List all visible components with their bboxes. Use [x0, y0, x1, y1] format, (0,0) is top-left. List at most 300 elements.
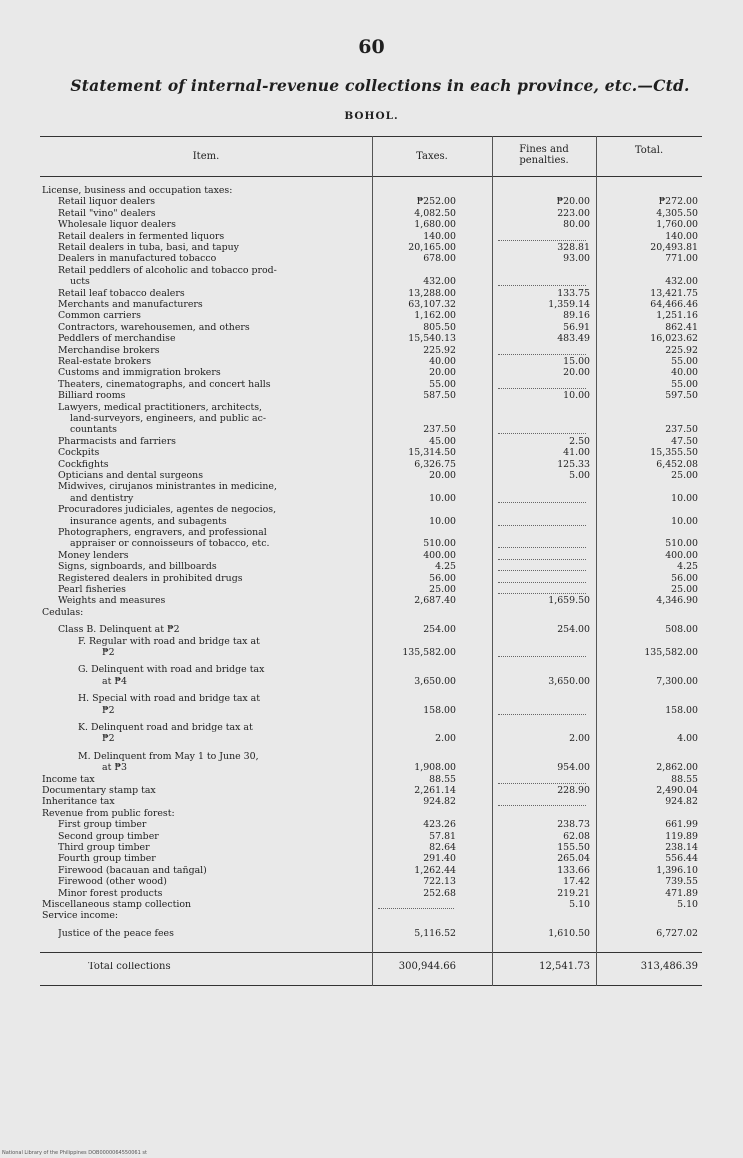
row-item-cell [58, 866, 366, 876]
row-fines-value: 228.90 [557, 785, 590, 796]
leader-dots [70, 277, 362, 287]
row-item-cell [58, 482, 366, 492]
row-fines-value: 20.00 [563, 367, 590, 379]
row-item-cell [42, 608, 366, 618]
row-label: ₱2 [102, 705, 115, 716]
row-item-cell [78, 665, 366, 675]
row-total-value: 7,300.00 [656, 675, 698, 687]
row-item-cell [42, 809, 366, 819]
row-total-value: 237.50 [665, 424, 698, 436]
row-label: Retail "vino" dealers [58, 208, 156, 219]
row-taxes-value: 13,288.00 [408, 287, 456, 299]
row-taxes-value: 924.82 [423, 796, 456, 808]
row-total-value: 55.00 [671, 378, 698, 390]
row-label: Customs and immigration brokers [58, 368, 221, 379]
row-label: insurance agents, and subagents [70, 516, 227, 527]
row-item-cell [58, 368, 366, 378]
row-item-cell [58, 311, 366, 321]
row-fines-value: 10.00 [563, 390, 590, 402]
row-label: Weights and measures [58, 596, 166, 607]
row-item-cell [58, 266, 366, 276]
empty-fines-dots [498, 494, 586, 503]
row-taxes-value: 225.92 [423, 344, 456, 356]
row-total-value: 158.00 [665, 704, 698, 716]
row-total-value: 119.89 [665, 830, 698, 842]
row-item-cell [42, 786, 366, 796]
row-total-value: 661.99 [665, 819, 698, 831]
row-taxes-value: 82.64 [429, 842, 456, 853]
row-label: Documentary stamp tax [42, 786, 156, 796]
row-taxes-value: 722.13 [423, 876, 456, 888]
row-total-value: 400.00 [665, 549, 698, 561]
row-item-cell [58, 596, 366, 606]
row-label: at ₱4 [102, 676, 127, 687]
row-item-cell [70, 425, 366, 435]
leader-dots [102, 648, 362, 658]
row-label: Wholesale liquor dealers [58, 220, 176, 231]
row-label: Inheritance tax [42, 797, 115, 808]
row-total-value: 471.89 [665, 887, 698, 899]
province-subtitle: BOHOL. [344, 110, 399, 122]
row-total-value: 597.50 [665, 390, 698, 402]
row-item-cell [78, 752, 366, 762]
row-taxes-value: 140.00 [423, 230, 456, 242]
row-item-cell [58, 585, 366, 595]
row-fines-value: 80.00 [563, 219, 590, 231]
row-item-cell [58, 505, 366, 515]
row-total-value: 510.00 [665, 538, 698, 550]
row-taxes-value: 15,540.13 [408, 333, 456, 345]
row-label: G. Delinquent with road and bridge tax [78, 665, 265, 676]
row-taxes-value: 2,687.40 [414, 595, 456, 607]
row-item-cell [58, 929, 366, 939]
row-taxes-value: 10.00 [429, 492, 456, 504]
row-label: Common carriers [58, 311, 141, 322]
empty-fines-dots [498, 585, 586, 594]
library-footer: National Library of the Philippines DOB0000064550061 st [2, 1150, 147, 1156]
row-item-cell [58, 243, 366, 253]
row-item-cell [70, 539, 366, 549]
row-label: Merchandise brokers [58, 345, 160, 356]
row-total-value: ₱272.00 [658, 196, 698, 208]
row-item-cell [58, 574, 366, 584]
row-label: Justice of the peace fees [58, 928, 174, 939]
row-fines-value: 15.00 [563, 356, 590, 367]
row-label: Third group timber [58, 843, 150, 853]
row-label: Minor forest products [58, 888, 163, 899]
row-label: Money lenders [58, 550, 129, 561]
row-item-cell [58, 854, 366, 864]
row-fines-value: 5.00 [569, 470, 590, 481]
row-taxes-value: 15,314.50 [408, 447, 456, 459]
row-total-value: 16,023.62 [650, 333, 698, 345]
row-total-value: 862.41 [665, 321, 698, 333]
row-fines-value: 41.00 [563, 447, 590, 459]
empty-fines-dots [498, 346, 586, 355]
row-taxes-value: 423.26 [423, 819, 456, 831]
row-label: F. Regular with road and bridge tax at [78, 636, 260, 647]
row-total-value: 225.92 [665, 344, 698, 356]
row-item-cell [58, 437, 366, 447]
row-label: M. Delinquent from May 1 to June 30, [78, 751, 259, 762]
row-item-cell [58, 220, 366, 230]
row-fines-value: 3,650.00 [548, 675, 590, 687]
row-item-cell [58, 334, 366, 344]
leader-dots [102, 734, 362, 744]
row-fines-value: ₱20.00 [556, 196, 590, 208]
row-item-cell [78, 694, 366, 704]
row-total-value: 1,760.00 [656, 219, 698, 231]
row-item-cell [42, 775, 366, 785]
header-taxes: Taxes. [416, 151, 448, 162]
row-taxes-value: 10.00 [429, 515, 456, 527]
row-label: Firewood (bacauan and tañgal) [58, 865, 207, 876]
row-label: Peddlers of merchandise [58, 334, 176, 345]
row-taxes-value: 678.00 [423, 253, 456, 265]
row-fines-value: 238.73 [557, 819, 590, 831]
row-fines-value: 1,610.50 [548, 927, 590, 939]
empty-fines-dots [498, 562, 586, 571]
row-label: Income tax [42, 774, 95, 785]
page-number: 60 [358, 36, 385, 58]
row-label: at ₱3 [102, 763, 127, 774]
row-item-cell [58, 877, 366, 887]
row-total-value: 20,493.81 [650, 242, 698, 253]
row-label: Theaters, cinematographs, and concert halls [58, 379, 271, 390]
row-label: Revenue from public forest: [42, 808, 175, 819]
row-taxes-value: 1,908.00 [414, 762, 456, 774]
row-item-cell [58, 460, 366, 470]
row-taxes-value: 4,082.50 [414, 207, 456, 219]
row-item-cell [58, 254, 366, 264]
column-divider-taxes [372, 136, 373, 986]
total-total: 313,486.39 [640, 961, 698, 972]
row-label: Registered dealers in prohibited drugs [58, 573, 243, 584]
row-item-cell [102, 648, 366, 658]
row-fines-value: 223.00 [557, 207, 590, 219]
row-label: Retail liquor dealers [58, 197, 156, 208]
row-fines-value: 155.50 [557, 842, 590, 853]
row-fines-value: 1,359.14 [548, 299, 590, 310]
row-fines-value: 17.42 [563, 876, 590, 888]
row-item-cell [78, 637, 366, 647]
row-taxes-value: 63,107.32 [408, 299, 456, 310]
row-taxes-value: ₱252.00 [416, 196, 456, 208]
collections-table [40, 136, 702, 986]
row-item-cell [70, 277, 366, 287]
row-total-value: 5.10 [677, 899, 698, 910]
row-taxes-value: 3,650.00 [414, 675, 456, 687]
row-total-value: 6,727.02 [656, 927, 698, 939]
row-label: Opticians and dental surgeons [58, 471, 204, 481]
row-taxes-value: 135,582.00 [402, 647, 456, 658]
row-total-value: 1,396.10 [656, 864, 698, 876]
leader-dots [102, 763, 362, 773]
row-label: Pharmacists and farriers [58, 436, 176, 447]
row-fines-value: 219.21 [557, 887, 590, 899]
row-label: Firewood (other wood) [58, 877, 167, 888]
row-fines-value: 62.08 [563, 830, 590, 842]
empty-fines-dots [498, 775, 586, 784]
row-taxes-value: 20.00 [429, 470, 456, 481]
row-total-value: 4.25 [677, 561, 698, 573]
row-total-value: 56.00 [671, 572, 698, 584]
empty-fines-dots [498, 232, 586, 241]
row-taxes-value: 158.00 [423, 704, 456, 716]
row-taxes-value: 2,261.14 [414, 785, 456, 796]
row-total-value: 2,862.00 [656, 762, 698, 774]
row-label: Fourth group timber [58, 854, 156, 865]
row-fines-value: 133.75 [557, 287, 590, 299]
row-taxes-value: 20,165.00 [408, 242, 456, 253]
row-item-cell [58, 232, 366, 242]
row-label: Dealers in manufactured tobacco [58, 254, 217, 265]
row-fines-value: 125.33 [557, 458, 590, 470]
row-total-value: 15,355.50 [650, 447, 698, 459]
row-total-value: 10.00 [671, 515, 698, 527]
row-fines-value: 328.81 [557, 242, 590, 253]
empty-fines-dots [498, 380, 586, 389]
row-total-value: 25.00 [671, 470, 698, 481]
leader-dots [58, 448, 362, 458]
row-taxes-value: 25.00 [429, 584, 456, 595]
empty-fines-dots [498, 551, 586, 560]
row-label: Signs, signboards, and billboards [58, 562, 217, 573]
row-total-value: 6,452.08 [656, 458, 698, 470]
row-total-value: 924.82 [665, 796, 698, 808]
row-total-value: 135,582.00 [644, 647, 698, 658]
row-label: License, business and occupation taxes: [42, 186, 233, 196]
row-label: Retail peddlers of alcoholic and tobacco prod- [58, 265, 277, 276]
row-item-cell [78, 723, 366, 733]
row-taxes-value: 57.81 [429, 830, 456, 842]
row-fines-value: 254.00 [557, 624, 590, 636]
row-label: Merchants and manufacturers [58, 300, 203, 310]
row-total-value: 140.00 [665, 230, 698, 242]
row-label: Cedulas: [42, 607, 84, 618]
row-item-cell [42, 911, 366, 921]
empty-fines-dots [498, 797, 586, 806]
row-taxes-value: 2.00 [435, 733, 456, 745]
row-fines-value: 954.00 [557, 762, 590, 774]
row-total-value: 739.55 [665, 876, 698, 888]
row-total-value: 4.00 [677, 733, 698, 745]
row-taxes-value: 45.00 [429, 435, 456, 447]
row-item-cell [58, 197, 366, 207]
empty-fines-dots [498, 277, 586, 286]
header-bottom-rule [40, 176, 702, 177]
row-item-cell [58, 625, 366, 635]
column-divider-fines [492, 136, 493, 986]
row-total-value: 1,251.16 [656, 310, 698, 322]
row-total-value: 64,466.46 [650, 299, 698, 310]
row-label: Class B. Delinquent at ₱2 [58, 625, 180, 636]
row-total-value: 13,421.75 [650, 287, 698, 299]
row-item-cell [58, 209, 366, 219]
row-total-value: 238.14 [665, 842, 698, 853]
leader-dots [102, 677, 362, 687]
row-item-cell [42, 900, 366, 910]
row-item-cell [58, 889, 366, 899]
row-item-cell [58, 562, 366, 572]
total-label: Total collections [88, 962, 171, 972]
row-item-cell [42, 797, 366, 807]
row-taxes-value: 291.40 [423, 853, 456, 865]
row-fines-value: 2.50 [569, 435, 590, 447]
row-taxes-value: 254.00 [423, 624, 456, 636]
row-label: Retail dealers in fermented liquors [58, 231, 225, 242]
row-taxes-value: 400.00 [423, 549, 456, 561]
row-item-cell [58, 448, 366, 458]
row-taxes-value: 5,116.52 [414, 927, 456, 939]
row-item-cell [102, 763, 366, 773]
row-item-cell [70, 414, 366, 424]
row-total-value: 55.00 [671, 356, 698, 367]
row-item-cell [58, 403, 366, 413]
total-fines: 12,541.73 [539, 961, 590, 972]
row-item-cell [102, 706, 366, 716]
row-item-cell [70, 517, 366, 527]
row-item-cell [70, 494, 366, 504]
row-total-value: 47.50 [671, 435, 698, 447]
row-total-value: 88.55 [671, 773, 698, 785]
row-label: ₱2 [102, 648, 115, 658]
total-taxes: 300,944.66 [398, 961, 456, 972]
row-item-cell [58, 528, 366, 538]
row-taxes-value: 6,326.75 [414, 458, 456, 470]
row-fines-value: 265.04 [557, 853, 590, 865]
row-label: Lawyers, medical practitioners, architects, [58, 402, 263, 413]
empty-fines-dots [498, 425, 586, 434]
row-label: Contractors, warehousemen, and others [58, 322, 250, 333]
row-fines-value: 56.91 [563, 321, 590, 333]
table-top-rule [40, 136, 702, 137]
row-label: Second group timber [58, 831, 159, 842]
row-item-cell [58, 551, 366, 561]
row-fines-value: 133.66 [557, 864, 590, 876]
row-taxes-value: 510.00 [423, 538, 456, 550]
total-top-rule [40, 952, 702, 953]
row-fines-value: 93.00 [563, 253, 590, 265]
row-item-cell [102, 734, 366, 744]
row-total-value: 25.00 [671, 584, 698, 595]
row-label: Midwives, cirujanos ministrantes in medicine, [58, 482, 277, 493]
row-taxes-value: 237.50 [423, 424, 456, 436]
row-label: Photographers, engravers, and professional [58, 528, 267, 538]
row-label: Real-estate brokers [58, 357, 152, 367]
page-title: Statement of internal-revenue collections in each province, etc.—Ctd. [70, 76, 690, 95]
empty-fines-dots [498, 539, 586, 548]
row-fines-value: 1,659.50 [548, 595, 590, 607]
row-item-cell [58, 357, 366, 367]
row-taxes-value: 1,262.44 [414, 864, 456, 876]
row-taxes-value: 88.55 [429, 773, 456, 785]
row-taxes-value: 805.50 [423, 321, 456, 333]
row-item-cell [58, 300, 366, 310]
row-label: Retail leaf tobacco dealers [58, 288, 185, 299]
empty-taxes-dots [378, 900, 454, 909]
row-total-value: 432.00 [665, 276, 698, 288]
row-total-value: 2,490.04 [656, 785, 698, 796]
column-divider-total [596, 136, 597, 986]
row-label: Cockfights [58, 459, 109, 470]
row-item-cell [58, 832, 366, 842]
row-label: countants [70, 425, 117, 436]
row-total-value: 10.00 [671, 492, 698, 504]
row-label: Miscellaneous stamp collection [42, 900, 192, 910]
row-label: ucts [70, 277, 90, 288]
row-total-value: 40.00 [671, 367, 698, 379]
row-item-cell [58, 380, 366, 390]
row-item-cell [58, 391, 366, 401]
row-taxes-value: 40.00 [429, 356, 456, 367]
row-total-value: 4,346.90 [656, 595, 698, 607]
row-taxes-value: 20.00 [429, 367, 456, 379]
row-item-cell [58, 471, 366, 481]
row-label: and dentistry [70, 493, 134, 504]
row-label: H. Special with road and bridge tax at [78, 694, 261, 705]
row-label: Billiard rooms [58, 391, 126, 402]
header-item: Item. [192, 151, 220, 162]
row-fines-value: 89.16 [563, 310, 590, 322]
header-fines [492, 144, 596, 166]
row-item-cell [58, 323, 366, 333]
row-label: Service income: [42, 911, 119, 922]
row-item-cell [58, 820, 366, 830]
empty-fines-dots [498, 574, 586, 583]
row-fines-value: 5.10 [569, 899, 590, 910]
row-total-value: 556.44 [665, 853, 698, 865]
row-fines-value: 483.49 [557, 333, 590, 345]
total-label-cell [88, 962, 364, 972]
row-label: Retail dealers in tuba, basi, and tapuy [58, 243, 239, 253]
row-taxes-value: 587.50 [423, 390, 456, 402]
header-fines-line1: Fines and [519, 144, 569, 155]
row-total-value: 508.00 [665, 624, 698, 636]
row-label: K. Delinquent road and bridge tax at [78, 723, 253, 733]
header-fines-line2: penalties. [519, 155, 569, 166]
row-label: land-surveyors, engineers, and public ac- [70, 414, 267, 424]
row-label: Procuradores judiciales, agentes de negocios, [58, 505, 277, 516]
table-bottom-rule [40, 985, 702, 986]
row-item-cell [42, 186, 366, 196]
empty-fines-dots [498, 706, 586, 715]
row-item-cell [58, 843, 366, 853]
empty-fines-dots [498, 648, 586, 657]
row-label: appraiser or connoisseurs of tobacco, etc. [70, 539, 270, 550]
row-item-cell [58, 289, 366, 299]
leader-dots [102, 706, 362, 716]
header-total: Total. [634, 145, 664, 156]
row-label: Pearl fisheries [58, 585, 126, 595]
row-total-value: 771.00 [665, 253, 698, 265]
row-total-value: 4,305.50 [656, 207, 698, 219]
row-taxes-value: 1,680.00 [414, 219, 456, 231]
empty-fines-dots [498, 517, 586, 526]
row-taxes-value: 432.00 [423, 276, 456, 288]
row-item-cell [102, 677, 366, 687]
row-taxes-value: 4.25 [435, 561, 456, 573]
row-fines-value: 2.00 [569, 733, 590, 745]
row-taxes-value: 252.68 [423, 887, 456, 899]
row-taxes-value: 56.00 [429, 572, 456, 584]
row-label: ₱2 [102, 734, 115, 745]
row-taxes-value: 55.00 [429, 378, 456, 390]
row-item-cell [58, 346, 366, 356]
row-label: First group timber [58, 820, 147, 831]
row-label: Cockpits [58, 448, 100, 459]
row-taxes-value: 1,162.00 [414, 310, 456, 322]
